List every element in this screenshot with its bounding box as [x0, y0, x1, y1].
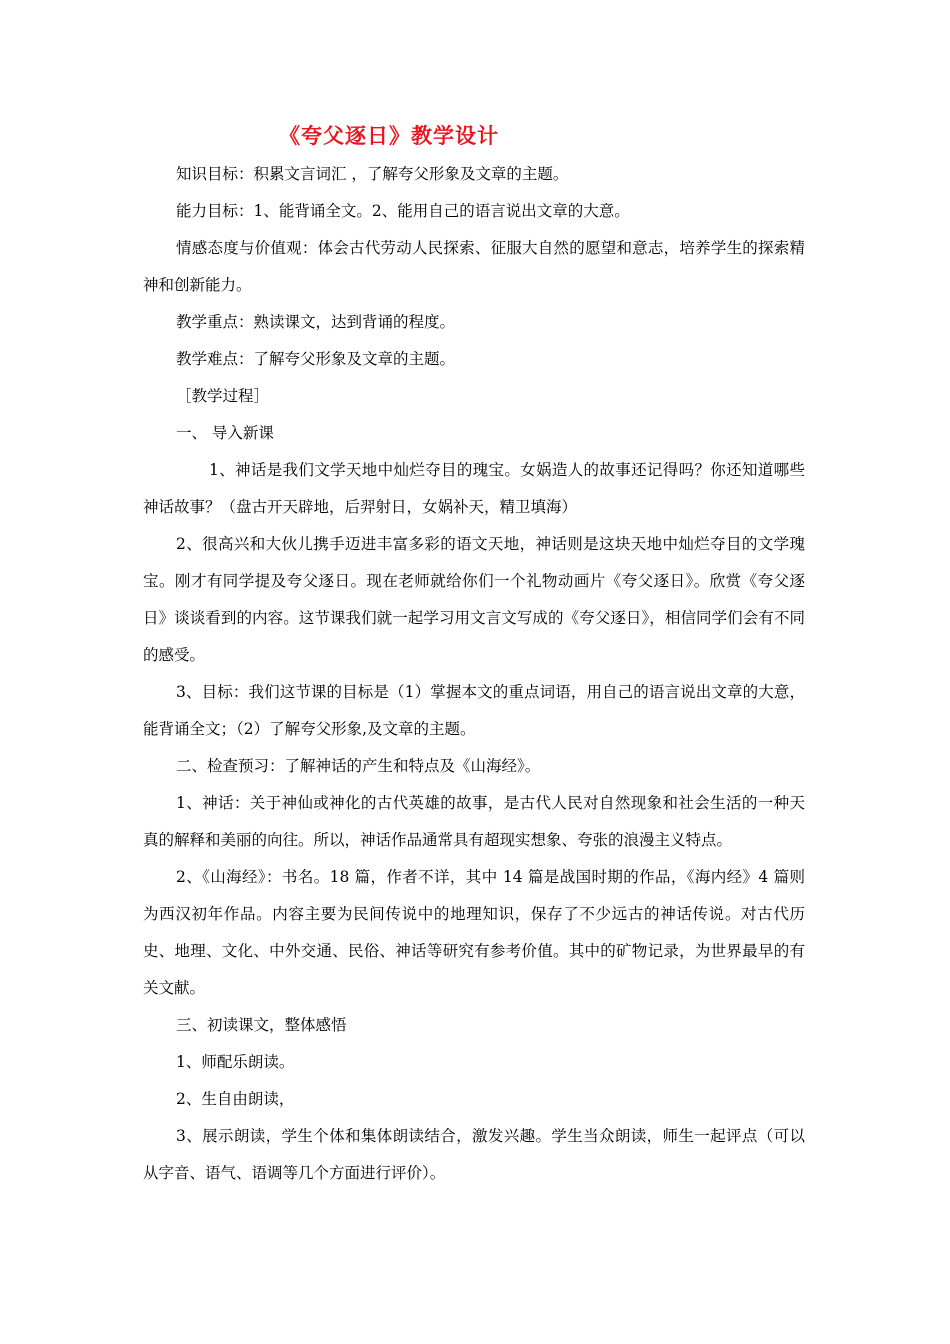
document-title — [0, 118, 950, 154]
document-body — [143, 156, 805, 1192]
paragraph-process-heading: ［教学过程］ — [176, 387, 270, 405]
paragraph-intro-3: 3、目标：我们这节课的目标是（1）掌握本文的重点词语，用自己的语言说出文章的大意，能背诵全文；（2）了解夸父形象,及文章的主题。 — [143, 683, 805, 738]
title-text: 《夸父逐日》教学设计 — [279, 123, 499, 148]
paragraph-reading-3: 3、展示朗读，学生个体和集体朗读结合，激发兴趣。学生当众朗读，师生一起评点（可以从字音、语气、语调等几个方面进行评价）。 — [143, 1127, 805, 1182]
paragraph-intro-1: 1、神话是我们文学天地中灿烂夺目的瑰宝。女娲造人的故事还记得吗？你还知道哪些神话故事？（盘古开天辟地，后羿射日，女娲补天，精卫填海） — [143, 461, 805, 516]
section-heading-reading: 三、初读课文，整体感悟 — [176, 1016, 347, 1034]
paragraph-emotion-goal: 情感态度与价值观：体会古代劳动人民探索、征服大自然的愿望和意志，培养学生的探索精神和创新能力。 — [143, 239, 805, 294]
section-heading-intro: 一、 导入新课 — [176, 424, 274, 442]
paragraph-knowledge-goal: 知识目标：积累文言词汇 ，了解夸父形象及文章的主题。 — [176, 165, 569, 183]
paragraph-reading-2: 2、生自由朗读， — [176, 1090, 295, 1108]
paragraph-intro-2: 2、很高兴和大伙儿携手迈进丰富多彩的语文天地，神话则是这块天地中灿烂夺目的文学瑰宝。刚才有同学提及夸父逐日。现在老师就给你们一个礼物动画片《夸父逐日》。欣赏《夸父逐日》谈谈看到的内容。这节课我们就一起学习用文言文写成的《夸父逐日》，相信同学们会有不同的感受。 — [143, 535, 805, 664]
paragraph-preview-2: 2、《山海经》：书名。18 篇，作者不详，其中 14 篇是战国时期的作品，《海内经》4 篇则为西汉初年作品。内容主要为民间传说中的地理知识，保存了不少远古的神话传说。对古代历史、地理、文化、中外交通、民俗、神话等研究有参考价值。其中的矿物记录，为世界最早的有关文献。 — [143, 868, 805, 997]
paragraph-ability-goal: 能力目标：1、能背诵全文。2、能用自己的语言说出文章的大意。 — [176, 202, 630, 220]
paragraph-preview-1: 1、神话：关于神仙或神化的古代英雄的故事，是古代人民对自然现象和社会生活的一种天真的解释和美丽的向往。所以，神话作品通常具有超现实想象、夸张的浪漫主义特点。 — [143, 794, 805, 849]
paragraph-teaching-difficulty: 教学难点：了解夸父形象及文章的主题。 — [176, 350, 456, 368]
paragraph-reading-1: 1、师配乐朗读。 — [176, 1053, 295, 1071]
section-heading-preview: 二、检查预习：了解神话的产生和特点及《山海经》。 — [176, 757, 541, 775]
paragraph-teaching-focus: 教学重点：熟读课文，达到背诵的程度。 — [176, 313, 456, 331]
